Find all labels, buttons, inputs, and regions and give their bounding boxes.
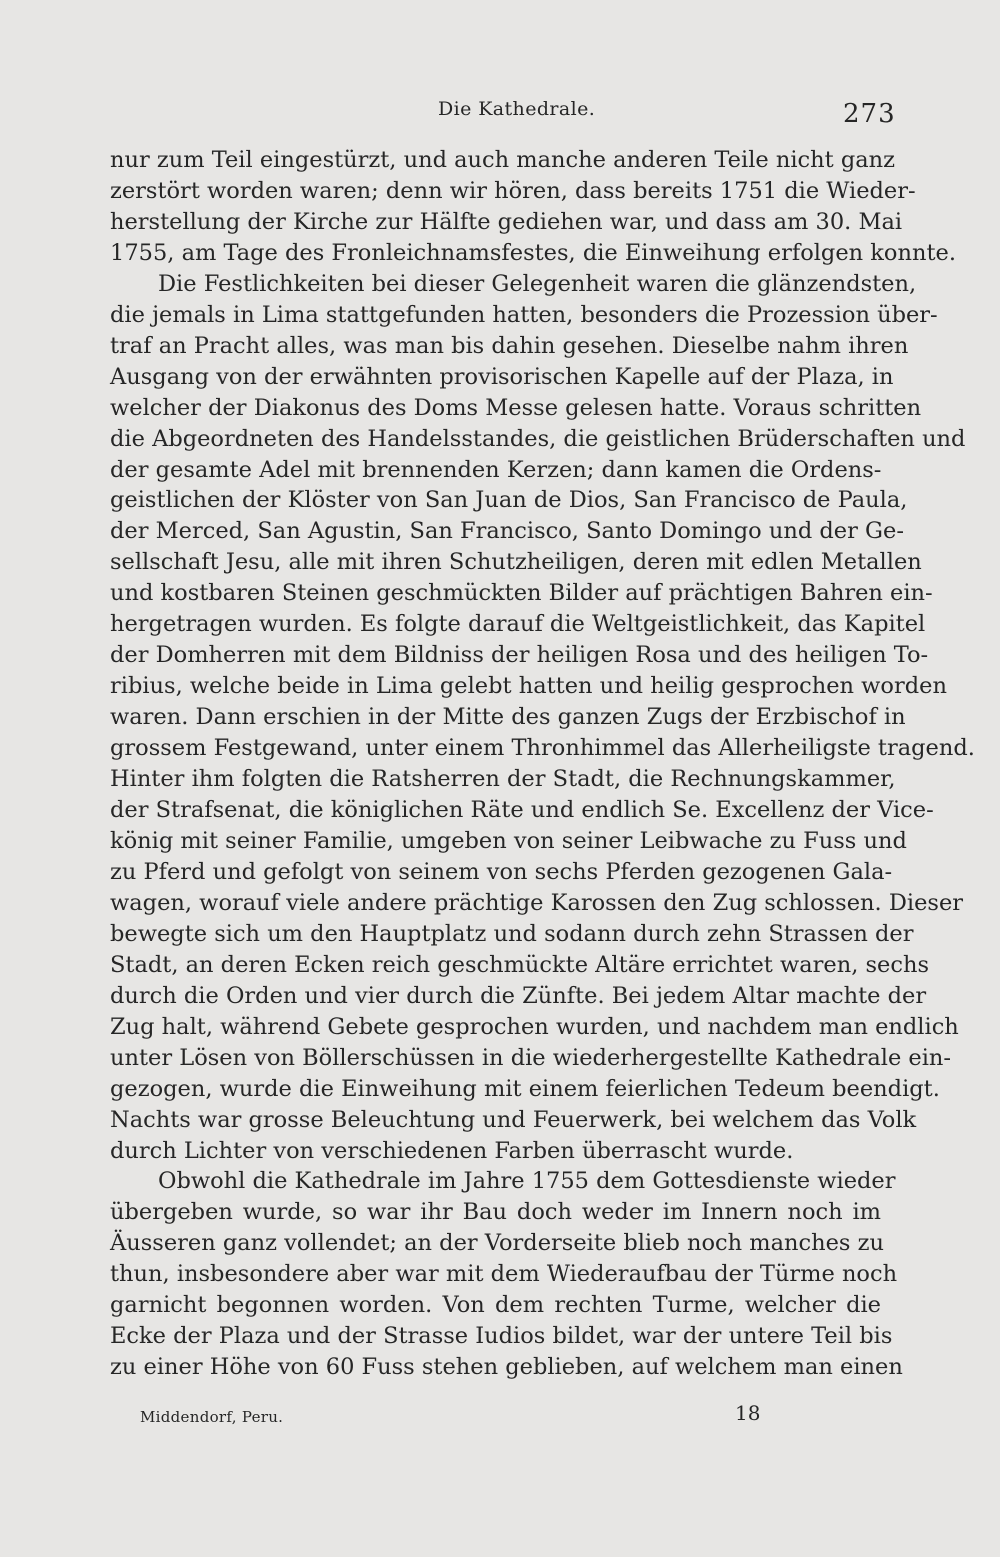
text-line: der Domherren mit dem Bildniss der heiligen Rosa und des heiligen To- <box>110 642 929 669</box>
text-line: könig mit seiner Familie, umgeben von seiner Leibwache zu Fuss und <box>110 827 907 854</box>
text-line: die Abgeordneten des Handelsstandes, die geistlichen Brüderschaften und <box>110 425 966 452</box>
text-line: hergetragen wurden. Es folgte darauf die Weltgeistlichkeit, das Kapitel <box>110 611 926 638</box>
text-line: Zug halt, während Gebete gesprochen wurden, und nachdem man endlich <box>110 1013 959 1040</box>
running-title: Die Kathedrale. <box>438 98 596 120</box>
text-line: geistlichen der Klöster von San Juan de Dios, San Francisco de Paula, <box>110 487 908 514</box>
text-line: herstellung der Kirche zur Hälfte gediehen war, und dass am 30. Mai <box>110 208 903 235</box>
text-line: und kostbaren Steinen geschmückten Bilder auf prächtigen Bahren ein- <box>110 580 933 607</box>
text-line: Die Festlichkeiten bei dieser Gelegenheit waren die glänzendsten, <box>158 270 917 297</box>
text-line: Ausgang von der erwähnten provisorischen Kapelle auf der Plaza, in <box>110 363 894 390</box>
text-line: sellschaft Jesu, alle mit ihren Schutzheiligen, deren mit edlen Metallen <box>110 549 922 576</box>
text-line: traf an Pracht alles, was man bis dahin gesehen. Dieselbe nahm ihren <box>110 332 909 359</box>
text-line: bewegte sich um den Hauptplatz und sodann durch zehn Strassen der <box>110 920 914 947</box>
text-line: der Strafsenat, die königlichen Räte und endlich Se. Excellenz der Vice- <box>110 797 934 824</box>
text-line: der Merced, San Agustin, San Francisco, Santo Domingo und der Ge- <box>110 518 904 545</box>
text-line: zu Pferd und gefolgt von seinem von sechs Pferden gezogenen Gala- <box>110 858 893 885</box>
text-line: welcher der Diakonus des Doms Messe gelesen hatte. Voraus schritten <box>110 394 922 421</box>
text-line: Nachts war grosse Beleuchtung und Feuerwerk, bei welchem das Volk <box>110 1106 917 1133</box>
text-line: Hinter ihm folgten die Ratsherren der Stadt, die Rechnungskammer, <box>110 766 896 793</box>
text-line: Obwohl die Kathedrale im Jahre 1755 dem Gottesdienste wieder <box>158 1168 896 1195</box>
text-line: unter Lösen von Böllerschüssen in die wiederhergestellte Kathedrale ein- <box>110 1044 952 1071</box>
text-line: gezogen, wurde die Einweihung mit einem feierlichen Tedeum beendigt. <box>110 1075 940 1102</box>
text-line: ribius, welche beide in Lima gelebt hatten und heilig gesprochen worden <box>110 673 947 700</box>
page-number: 273 <box>843 99 896 129</box>
text-line: übergeben wurde, so war ihr Bau doch weder im Innern noch im <box>110 1199 881 1226</box>
text-line: zerstört worden waren; denn wir hören, dass bereits 1751 die Wieder- <box>110 177 916 204</box>
text-line: waren. Dann erschien in der Mitte des ganzen Zugs der Erzbischof in <box>110 704 906 731</box>
text-line: thun, insbesondere aber war mit dem Wiederaufbau der Türme noch <box>110 1261 898 1288</box>
text-line: Ecke der Plaza und der Strasse Iudios bildet, war der untere Teil bis <box>110 1323 893 1350</box>
text-line: wagen, worauf viele andere prächtige Karossen den Zug schlossen. Dieser <box>110 889 964 916</box>
text-line: der gesamte Adel mit brennenden Kerzen; dann kamen die Ordens- <box>110 456 882 483</box>
text-line: 1755, am Tage des Fronleichnamsfestes, die Einweihung erfolgen konnte. <box>110 239 956 266</box>
text-line: Äusseren ganz vollendet; an der Vorderseite blieb noch manches zu <box>110 1230 884 1257</box>
text-line: zu einer Höhe von 60 Fuss stehen geblieben, auf welchem man einen <box>110 1354 903 1381</box>
text-line: nur zum Teil eingestürzt, und auch manche anderen Teile nicht ganz <box>110 147 895 173</box>
footer-signature: Middendorf, Peru. <box>140 1408 284 1426</box>
text-line: durch Lichter von verschiedenen Farben überrascht wurde. <box>110 1137 794 1164</box>
text-line: garnicht begonnen worden. Von dem rechten Turme, welcher die <box>110 1292 881 1319</box>
text-line: grossem Festgewand, unter einem Thronhimmel das Allerheiligste tragend. <box>110 735 975 762</box>
sheet-signature-mark: 18 <box>735 1401 761 1425</box>
text-line: die jemals in Lima stattgefunden hatten, besonders die Prozession über- <box>110 301 938 328</box>
body-text <box>110 145 975 1383</box>
text-line: durch die Orden und vier durch die Zünfte. Bei jedem Altar machte der <box>110 982 927 1009</box>
text-line: Stadt, an deren Ecken reich geschmückte Altäre errichtet waren, sechs <box>110 951 929 978</box>
